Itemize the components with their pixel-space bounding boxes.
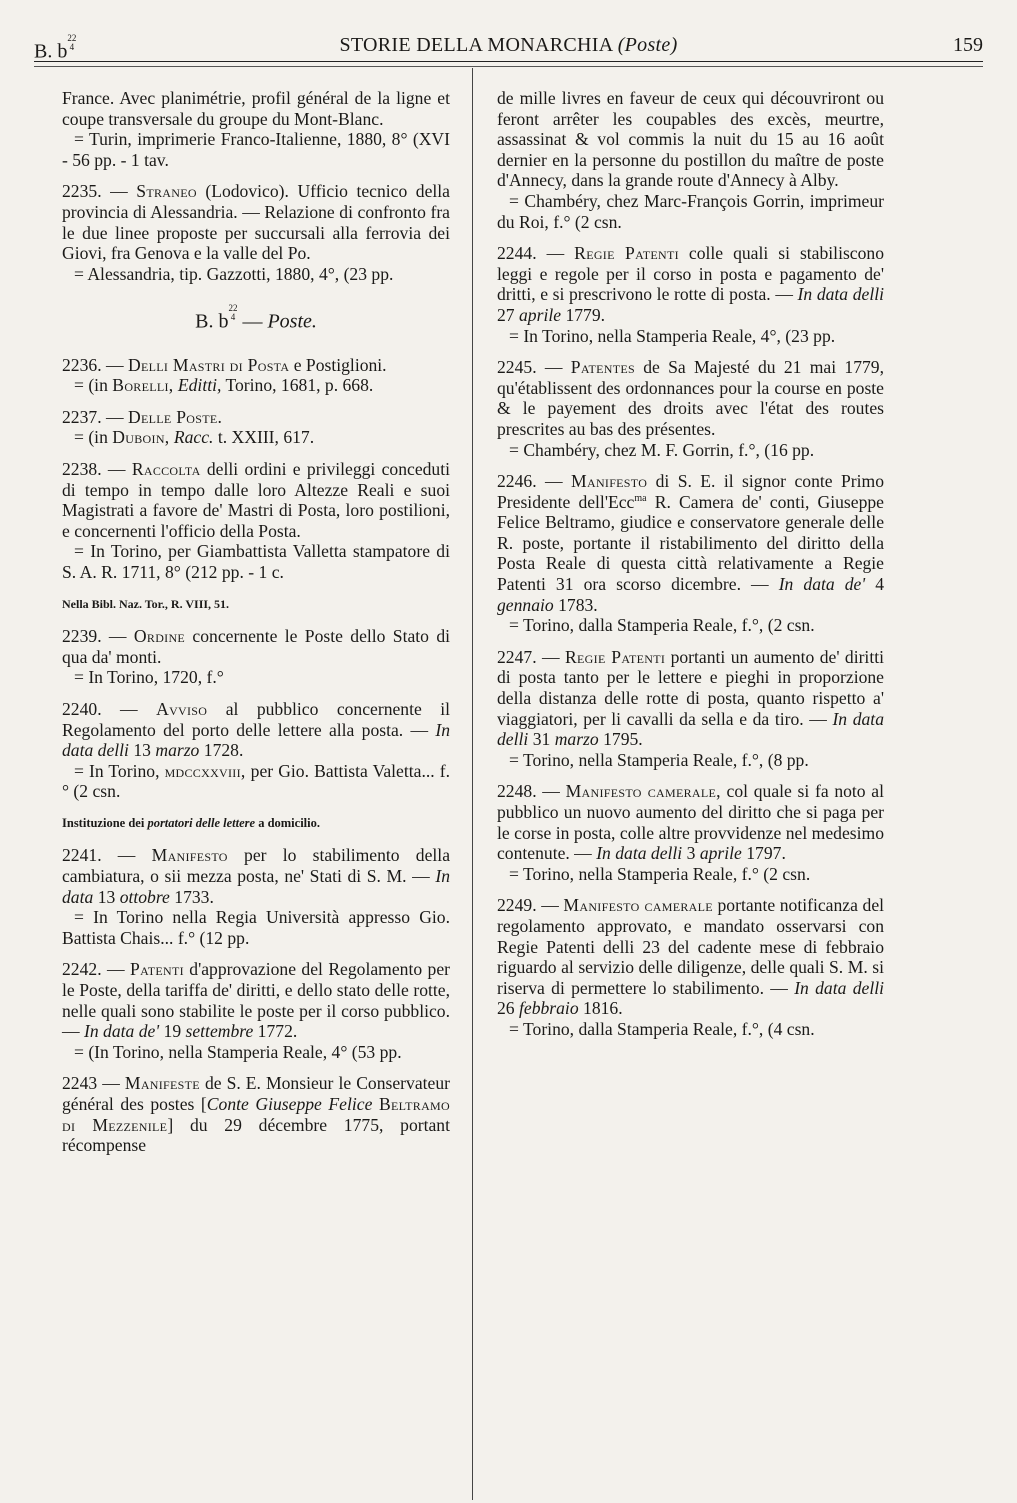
entry-2248: 2248. — Manifesto camerale, col quale si fa noto al pubblico un nuovo aumento del diritto che si paga per le corse in posta, colle altre provvidenze nel medesimo contenute. — In data delli 3 aprile 1797. = Torino, nella Stamperia Reale, f.° (2 csn. — [497, 781, 884, 884]
entry-2236: 2236. — Delli Mastri di Posta e Postiglioni. = (in Borelli, Editti, Torino, 1681, p. 668. — [62, 354, 387, 396]
entry-2241: 2241. — Manifesto per lo stabilimento della cambiatura, o sii mezza posta, ne' Stati di S. M. — In data 13 ottobre 1733. = In Torino nella Regia Università appresso Gio. Battista Chais... f.° (12 pp. — [62, 845, 451, 948]
header-shelfmark: B. b22 4 — [34, 33, 77, 63]
entry-2239: 2239. — Ordine concernente le Poste dello Stato di qua da' monti. = In Torino, 1720, f.° — [62, 626, 451, 688]
entry-2237: 2237. — Delle Poste. = (in Duboin, Racc. t. XXIII, 617. — [62, 406, 315, 448]
left-column — [62, 88, 450, 1167]
entry-2242: 2242. — Patenti d'approvazione del Regolamento per le Poste, della tariffa de' diritti, e dello stato delle rotte, nelle quali sono stabilite le poste per il corso pubblico. — In data de' 19 settembre 1772. = (In Torino, nella Stamperia Reale, 4° (53 pp. — [62, 959, 450, 1062]
section-heading: B. b22 4 — Poste. — [195, 303, 317, 333]
entry-2243: 2243 — Manifeste de S. E. Monsieur le Conservateur général des postes [Conte Giuseppe Felice Beltramo di Mezzenile] du 29 décembre 1775, portant récompense — [62, 1073, 450, 1156]
running-header — [34, 30, 983, 63]
entry-2235: 2235. — Straneo (Lodovico). Ufficio tecnico della provincia di Alessandria. — Relazione di confronto fra le due linee proposte per succursali alla ferrovia dei Giovi, fra Genova e la valle del Po. = Alessandria, tip. Gazzotti, 1880, 4°, (23 pp. — [62, 181, 450, 284]
column-divider — [472, 68, 473, 1500]
entry-2245: 2245. — Patentes de Sa Majesté du 21 mai 1779, qu'établissent des ordonnances pour la course en poste & le payement des droits avec l'état des routes prescrites au bas des présentes. = Chambéry, chez M. F. Gorrin, f.°, (16 pp. — [497, 357, 885, 460]
entry-2246: 2246. — Manifesto di S. E. il signor conte Primo Presidente dell'Ecc$^{ma}$ R. Camera de' conti, Giuseppe Felice Beltramo, giudice e conservatore generale delle R. poste, portante il ristabilimento del diritto della Posta Reale di questa città relativamente a Regie Patenti 31 ora scorso dicembre. — In data de' 4 gennaio 1783. = Torino, dalla Stamperia Reale, f.°, (2 csn. — [497, 471, 884, 636]
entry-continued: France. Avec planimétrie, profil général de la ligne et coupe transversale du groupe du Mont-Blanc. = Turin, imprimerie Franco-Italienne, 1880, 8° (XVI - 56 pp. - 1 tav. — [62, 88, 450, 170]
right-column — [497, 88, 884, 1051]
entry-2249: 2249. — Manifesto camerale portante notificanza del regolamento approvato, e mandato osservarsi con Regie Patenti delli 23 del cadente mese di febbraio riguardo al servizio delle diligenze, delle quali S. M. si riserva di permettere lo stabilimento. — In data delli 26 febbraio 1816. = Torino, dalla Stamperia Reale, f.°, (4 csn. — [497, 895, 885, 1039]
entry-2238: 2238. — Raccolta delli ordini e privileggi conceduti di tempo in tempo dalle loro Altezze Reali e suoi Magistrati a favore de' Mastri di Posta, loro postilioni, e concernenti l'officio della Posta. = In Torino, per Giambattista Valletta stampatore di S. A. R. 1711, 8° (212 pp. - 1 c. — [62, 458, 451, 582]
header-title: STORIE DELLA MONARCHIA (Poste) — [339, 34, 678, 56]
subsection-heading: Instituzione dei portatori delle lettere a domicilio. — [62, 815, 320, 830]
entry-2243-continued: de mille livres en faveur de ceux qui découvriront ou feront arrêter les coupables des excès, meurtre, assassinat & vol commis la nuit du 15 au 16 août dernier en la personne du postillon du maître de poste d'Annecy, dans la grande route d'Annecy à Alby. = Chambéry, chez Marc-François Gorrin, imprimeur du Roi, f.° (2 csn. — [497, 88, 884, 232]
header-rule — [34, 61, 983, 62]
entry-2244: 2244. — Regie Patenti colle quali si stabiliscono leggi e regole per il corso in posta e pagamento de' dritti, e si prescrivono le rotte di posta. — In data delli 27 aprile 1779. = In Torino, nella Stamperia Reale, 4°, (23 pp. — [497, 243, 885, 346]
library-note: Nella Bibl. Naz. Tor., R. VIII, 51. — [62, 596, 230, 611]
entry-2240: 2240. — Avviso al pubblico concernente il Regolamento del porto delle lettere alla posta. — In data delli 13 marzo 1728. = In Torino, mdccxxviii, per Gio. Battista Valetta... f.° (2 csn. — [62, 698, 451, 802]
entry-2247: 2247. — Regie Patenti portanti un aumento de' diritti di posta tanto per le lettere e pieghi in proporzione della distanza delle rotte di posta, quanto rispetto a' viaggiatori, per li cavalli da sella e da tiro. — In data delli 31 marzo 1795. = Torino, nella Stamperia Reale, f.°, (8 pp. — [497, 646, 884, 770]
header-rule-thin — [34, 66, 983, 67]
page-number: 159 — [953, 34, 983, 56]
